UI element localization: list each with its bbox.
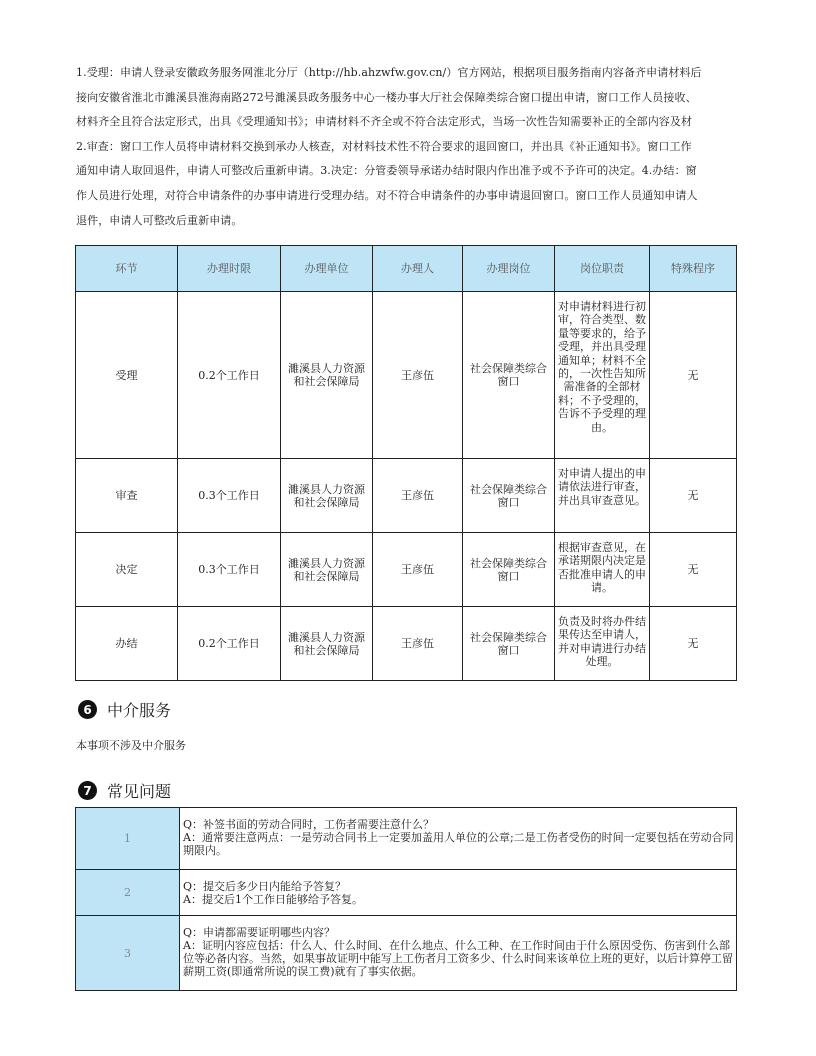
duty-cell: 对申请人提出的申请依法进行审查，并出具审查意见。	[555, 459, 650, 533]
section-heading-faq	[78, 779, 171, 802]
special-cell: 无	[650, 292, 737, 459]
table-row	[76, 533, 737, 607]
person-cell: 王彦伍	[373, 533, 463, 607]
header-stage: 环节	[76, 246, 178, 292]
process-table-header	[76, 246, 737, 292]
faq-row	[76, 870, 737, 916]
special-cell: 无	[650, 533, 737, 607]
stage-cell: 审查	[76, 459, 178, 533]
post-cell: 社会保障类综合窗口	[463, 607, 555, 681]
faq-question: Q：提交后多少日内能给予答复？	[183, 880, 347, 893]
post-cell: 社会保障类综合窗口	[463, 459, 555, 533]
special-cell: 无	[650, 607, 737, 681]
table-row	[76, 292, 737, 459]
header-time-limit: 办理时限	[178, 246, 281, 292]
faq-row	[76, 916, 737, 991]
person-cell: 王彦伍	[373, 607, 463, 681]
table-row	[76, 459, 737, 533]
section-title: 中介服务	[107, 701, 172, 720]
faq-row	[76, 808, 737, 870]
section-number-badge: 7	[78, 781, 97, 800]
faq-question: Q：补签书面的劳动合同时，工伤者需要注意什么？	[183, 818, 435, 831]
post-cell: 社会保障类综合窗口	[463, 292, 555, 459]
procedure-text-line: 1.受理：申请人登录安徽政务服务网淮北分厅（http://hb.ahzwfw.gov.cn/）官方网站，根据项目服务指南内容备齐申请材料后	[76, 66, 702, 79]
section-title: 常见问题	[107, 782, 172, 801]
time-cell: 0.2个工作日	[178, 292, 281, 459]
faq-content	[180, 916, 737, 991]
faq-answer: A：提交后1个工作日能够给予答复。	[183, 893, 363, 906]
person-cell: 王彦伍	[373, 459, 463, 533]
procedure-text-line: 接向安徽省淮北市濉溪县淮海南路272号濉溪县政务服务中心一楼办事大厅社会保障类综合窗口提出申请，窗口工作人员接收、	[76, 90, 697, 104]
procedure-text-line: 通知申请人取回退件，申请人可整改后重新申请。3.决定：分管委领导承诺办结时限内作出准予或不予许可的决定。4.办结：窗	[76, 164, 697, 178]
unit-cell: 濉溪县人力资源和社会保障局	[281, 292, 373, 459]
intermediary-note: 本事项不涉及中介服务	[76, 739, 186, 752]
procedure-text-line: 作人员进行处理，对符合申请条件的办事申请进行受理办结。对不符合申请条件的办事申请退回窗口。窗口工作人员通知申请人	[76, 188, 698, 202]
stage-cell: 决定	[76, 533, 178, 607]
post-cell: 社会保障类综合窗口	[463, 533, 555, 607]
faq-answer: A：证明内容应包括：什么人、什么时间、在什么地点、什么工种、在工作时间由于什么原因受伤、伤害到什么部位等必备内容。当然，如果事故证明中能写上工伤者月工资多少、什么时间来该单位上班的更好，以后计算停工留薪期工资(即通常所说的误工费)就有了事实依据。	[183, 939, 733, 978]
unit-cell: 濉溪县人力资源和社会保障局	[281, 607, 373, 681]
header-person: 办理人	[373, 246, 463, 292]
time-cell: 0.3个工作日	[178, 533, 281, 607]
unit-cell: 濉溪县人力资源和社会保障局	[281, 459, 373, 533]
duty-cell: 根据审查意见，在承诺期限内决定是否批准申请人的申请。	[555, 533, 650, 607]
person-cell: 王彦伍	[373, 292, 463, 459]
procedure-text-line: 材料齐全且符合法定形式，出具《受理通知书》；申请材料不齐全或不符合法定形式，当场一次性告知需要补正的全部内容及材	[76, 115, 693, 129]
procedure-text-line: 退件，申请人可整改后重新申请。	[76, 213, 243, 227]
process-table	[75, 245, 737, 681]
table-row	[76, 607, 737, 681]
time-cell: 0.3个工作日	[178, 459, 281, 533]
section-heading-intermediary	[78, 698, 171, 721]
faq-content	[180, 808, 737, 870]
time-cell: 0.2个工作日	[178, 607, 281, 681]
faq-question: Q：申请都需要证明哪些内容？	[183, 926, 336, 939]
duty-cell: 负责及时将办件结果传达至申请人，并对申请进行办结处理。	[555, 607, 650, 681]
stage-cell: 受理	[76, 292, 178, 459]
header-unit: 办理单位	[281, 246, 373, 292]
faq-table	[75, 807, 737, 991]
procedure-text-line: 2.审查：窗口工作人员将申请材料交换到承办人核查，对材料技术性不符合要求的退回窗口，并出具《补正通知书》。窗口工作	[76, 139, 692, 153]
section-number-badge: 6	[78, 700, 97, 719]
header-special: 特殊程序	[650, 246, 737, 292]
header-post: 办理岗位	[463, 246, 555, 292]
faq-answer: A：通常要注意两点：一是劳动合同书上一定要加盖用人单位的公章;二是工伤者受伤的时间一定要包括在劳动合同期限内。	[183, 831, 734, 857]
faq-content	[180, 870, 737, 916]
special-cell: 无	[650, 459, 737, 533]
faq-number: 3	[76, 916, 180, 991]
procedure-description	[76, 61, 742, 237]
faq-number: 2	[76, 870, 180, 916]
stage-cell: 办结	[76, 607, 178, 681]
header-duty: 岗位职责	[555, 246, 650, 292]
unit-cell: 濉溪县人力资源和社会保障局	[281, 533, 373, 607]
faq-number: 1	[76, 808, 180, 870]
duty-cell: 对申请材料进行初审，符合类型、数量等要求的，给予受理，并出具受理通知单；材料不全的，一次性告知所需准备的全部材料；不予受理的，告诉不予受理的理由。	[555, 292, 650, 459]
